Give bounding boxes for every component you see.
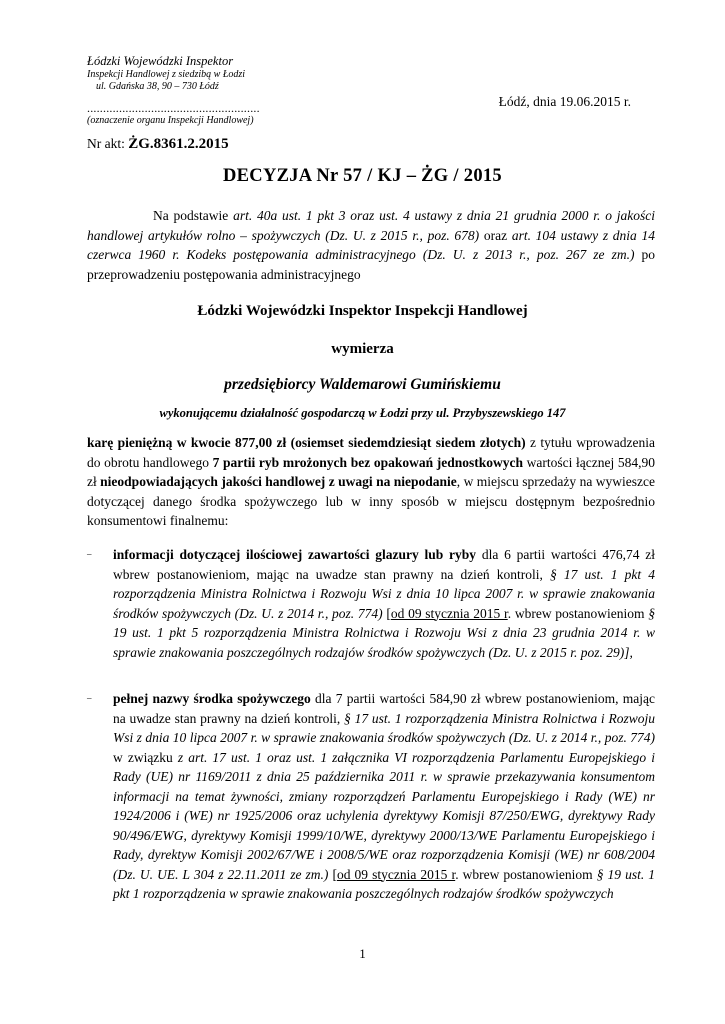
item-date-underlined: od 09 stycznia 2015 r [390,605,508,621]
basis-citation-2: art. 104 ustawy z dnia 14 czerwca 1960 r. Kodeks postępowania administracyjnego (Dz. U. z 2013 r., poz. 267 ze zm.) [87,227,655,262]
item-text: [ [382,605,391,621]
list-item [87,545,655,662]
place-date: Łódź, dnia 19.06.2015 r. [498,94,631,109]
item-citation: § 17 ust. 1 rozporządzenia Ministra Rolnictwa i Rozwoju Wsi z dnia 10 lipca 2007 r. w sprawie znakowania środków spożywczych (Dz. U. z 2014 r., poz. 774) [113,710,655,745]
penalty-reason: nieodpowiadających jakości handlowej z uwagi na niepodanie [100,474,457,489]
act-number-value: ŻG.8361.2.2015 [128,136,229,152]
legal-basis-paragraph [87,206,655,284]
penalty-text: wartości łącznej 584,90 zł [87,454,656,489]
item-heading: pełnej nazwy środka spożywczego [113,691,311,706]
list-dash: – [87,549,92,559]
item-citation: § 19 ust. 1 pkt 5 rozporządzenia Ministra Rolnictwa i Rozwoju Wsi z dnia 23 grudnia 2014 r. w sprawie znakowania poszczególnych rodzajów środków spożywczych (Dz. U. z 2015 r. poz. 29)], [113,605,655,660]
penalty-text: z tytułu wprowadzenia do obrotu handlowego [87,435,655,470]
issuer-name: Łódzki Wojewódzki Inspektor [87,54,234,68]
penalty-amount: karę pieniężną w kwocie 877,00 zł (osiemset siedemdziesiąt siedem złotych) [87,435,526,450]
item-date-underlined: od 09 stycznia 2015 r [337,866,456,882]
penalty-text: , w miejscu sprzedaży na wywieszce dotyczącej danego środka spożywczego lub w inny sposób w miejscu dostępnym bezpośrednio konsumentowi finalnemu: [87,474,655,528]
issuer-address: ul. Gdańska 38, 90 – 730 Łódź [96,81,219,92]
issuer-header [87,54,260,127]
basis-text: po przeprowadzeniu postępowania administracyjnego [87,247,655,282]
item-citation: z art. 17 ust. 1 oraz ust. 1 załącznika VI rozporządzenia Parlamentu Europejskiego i Rady (UE) nr 1169/2011 z dnia 25 października 2011 r. w sprawie przekazywania konsumentom informacji na temat żywności, zmiany rozporządzeń Parlamentu Europejskiego i Rady (WE) nr 1924/2006 i (WE) nr 1925/2006 oraz uchylenia dyrektywy Komisji 87/250/EWG, dyrektywy Rady 90/496/EWG, dyrektywy Komisji 1999/10/WE, dyrektywy 2000/13/WE Parlamentu Europejskiego i Rady, dyrektyw Komisji 2002/67/WE i 2008/5/WE oraz rozporządzenia Komisji (WE) nr 608/2004 (Dz. U. UE. L 304 z 22.11.2011 ze zm.) [113,749,655,882]
item-text: w związku [113,749,178,765]
list-dash: – [87,693,92,703]
act-number-label: Nr akt: [87,136,129,151]
basis-text: oraz [479,227,512,243]
decision-title: DECYZJA Nr 57 / KJ – ŻG / 2015 [223,166,502,186]
act-number [87,136,229,153]
page-number: 1 [359,946,366,961]
item-text: [ [328,866,337,882]
addressee-description: wykonującemu działalność gospodarczą w Łodzi przy ul. Przybyszewskiego 147 [159,406,566,420]
basis-citation-1: art. 40a ust. 1 pkt 3 oraz ust. 4 ustawy z dnia 21 grudnia 2000 r. o jakości handlowej artykułów rolno – spożywczych (Dz. U. z 2015 r., poz. 678) [87,208,655,243]
item-citation: § 17 ust. 1 pkt 4 rozporządzenia Ministra Rolnictwa i Rozwoju Wsi z dnia 10 lipca 2007 r. w sprawie znakowania środków spożywczych (Dz. U. z 2014 r., poz. 774) [113,566,655,621]
authority-name: Łódzki Wojewódzki Inspektor Inspekcji Handlowej [197,303,528,319]
item-citation: § 19 ust. 1 pkt 1 rozporządzenia w sprawie znakowania poszczególnych rodzajów środków spożywczych [113,866,656,901]
item-text: . wbrew postanowieniom [507,605,649,621]
basis-text: Na podstawie [153,208,234,223]
item-text: dla 7 partii wartości 584,90 zł wbrew postanowieniom, mając na uwadze stan prawny na dzień kontroli, [113,691,655,726]
issuer-seat: Inspekcji Handlowej z siedzibą w Łodzi [87,69,246,80]
signature-dots: ...................................................... [87,101,260,115]
addressee-name: przedsiębiorcy Waldemarowi Gumińskiemu [224,376,501,393]
decision-verb: wymierza [331,341,394,357]
item-text: . wbrew postanowieniom [455,866,597,882]
item-text: dla 6 partii wartości 476,74 zł wbrew postanowieniom, mając na uwadze stan prawny na dzień kontroli, [113,547,655,582]
penalty-goods: 7 partii ryb mrożonych bez opakowań jednostkowych [212,454,524,470]
penalty-paragraph [87,433,655,531]
list-item [87,689,655,904]
issuer-note: (oznaczenie organu Inspekcji Handlowej) [87,115,254,126]
item-heading: informacji dotyczącej ilościowej zawartości glazury lub ryby [113,547,477,562]
